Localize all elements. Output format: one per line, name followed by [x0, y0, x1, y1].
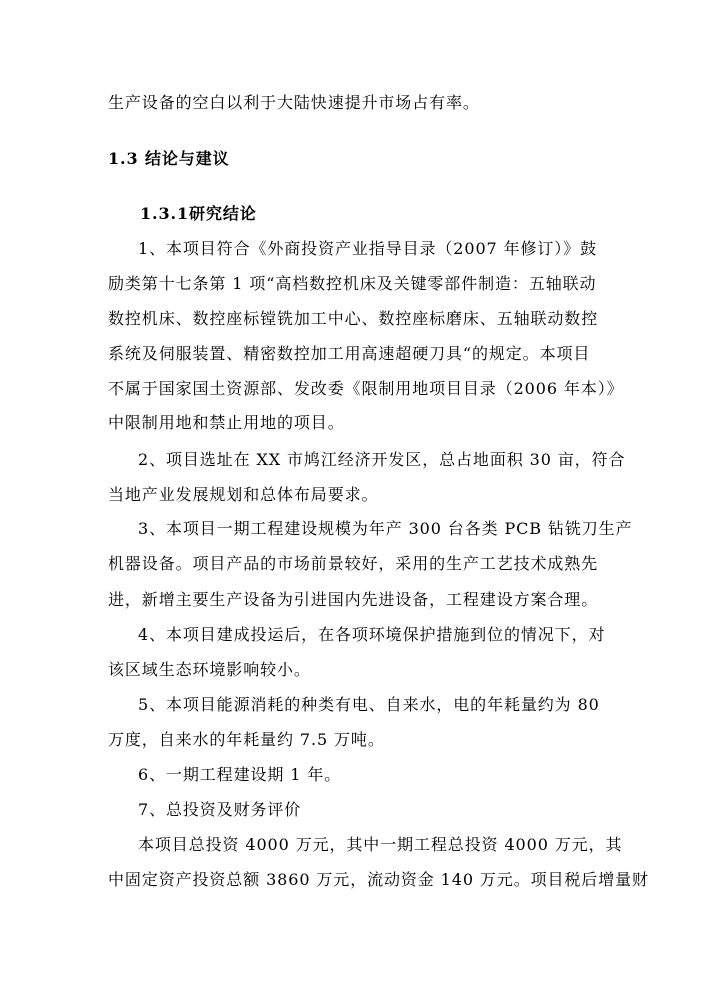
- text-line: 2、项目选址在 XX 市鸠江经济开发区，总占地面积 30 亩，符合: [138, 450, 626, 469]
- text-line: 中限制用地和禁止用地的项目。: [108, 413, 345, 432]
- section-heading: 1.3 结论与建议: [108, 149, 230, 168]
- text-line: 中固定资产投资总额 3860 万元，流动资金 140 万元。项目税后增量财: [108, 870, 649, 889]
- text-line: 5、本项目能源消耗的种类有电、自来水，电的年耗量约为 80: [138, 695, 600, 714]
- text-line: 3、本项目一期工程建设规模为年产 300 台各类 PCB 钻铣刀生产: [138, 519, 633, 538]
- text-line: 1、本项目符合《外商投资产业指导目录（2007 年修订）》鼓: [138, 239, 597, 258]
- text-line: 不属于国家国土资源部、发改委《限制用地项目目录（2006 年本）》: [108, 379, 624, 398]
- text-line: 励类第十七条第 1 项“高档数控机床及关键零部件制造：五轴联动: [108, 274, 597, 293]
- text-line: 4、本项目建成投运后，在各项环境保护措施到位的情况下，对: [138, 625, 606, 644]
- text-line: 该区域生态环境影响较小。: [108, 660, 311, 679]
- text-line: 本项目总投资 4000 万元，其中一期工程总投资 4000 万元，其: [138, 835, 623, 854]
- text-line: 当地产业发展规划和总体布局要求。: [108, 485, 379, 504]
- text-line: 7、总投资及财务评价: [138, 800, 302, 819]
- text-line: 进，新增主要生产设备为引进国内先进设备，工程建设方案合理。: [108, 590, 599, 609]
- text-line: 系统及伺服装置、精密数控加工用高速超硬刀具“的规定。本项目: [108, 344, 591, 363]
- text-line: 6、一期工程建设期 1 年。: [138, 765, 342, 784]
- text-line: 万度，自来水的年耗量约 7.5 万吨。: [108, 730, 385, 749]
- text-line: 数控机床、数控座标镗铣加工中心、数控座标磨床、五轴联动数控: [108, 309, 599, 328]
- text-line: 机器设备。项目产品的市场前景较好，采用的生产工艺技术成熟先: [108, 554, 599, 573]
- subsection-heading: 1.3.1研究结论: [140, 204, 257, 223]
- text-line: 生产设备的空白以利于大陆快速提升市场占有率。: [108, 93, 480, 112]
